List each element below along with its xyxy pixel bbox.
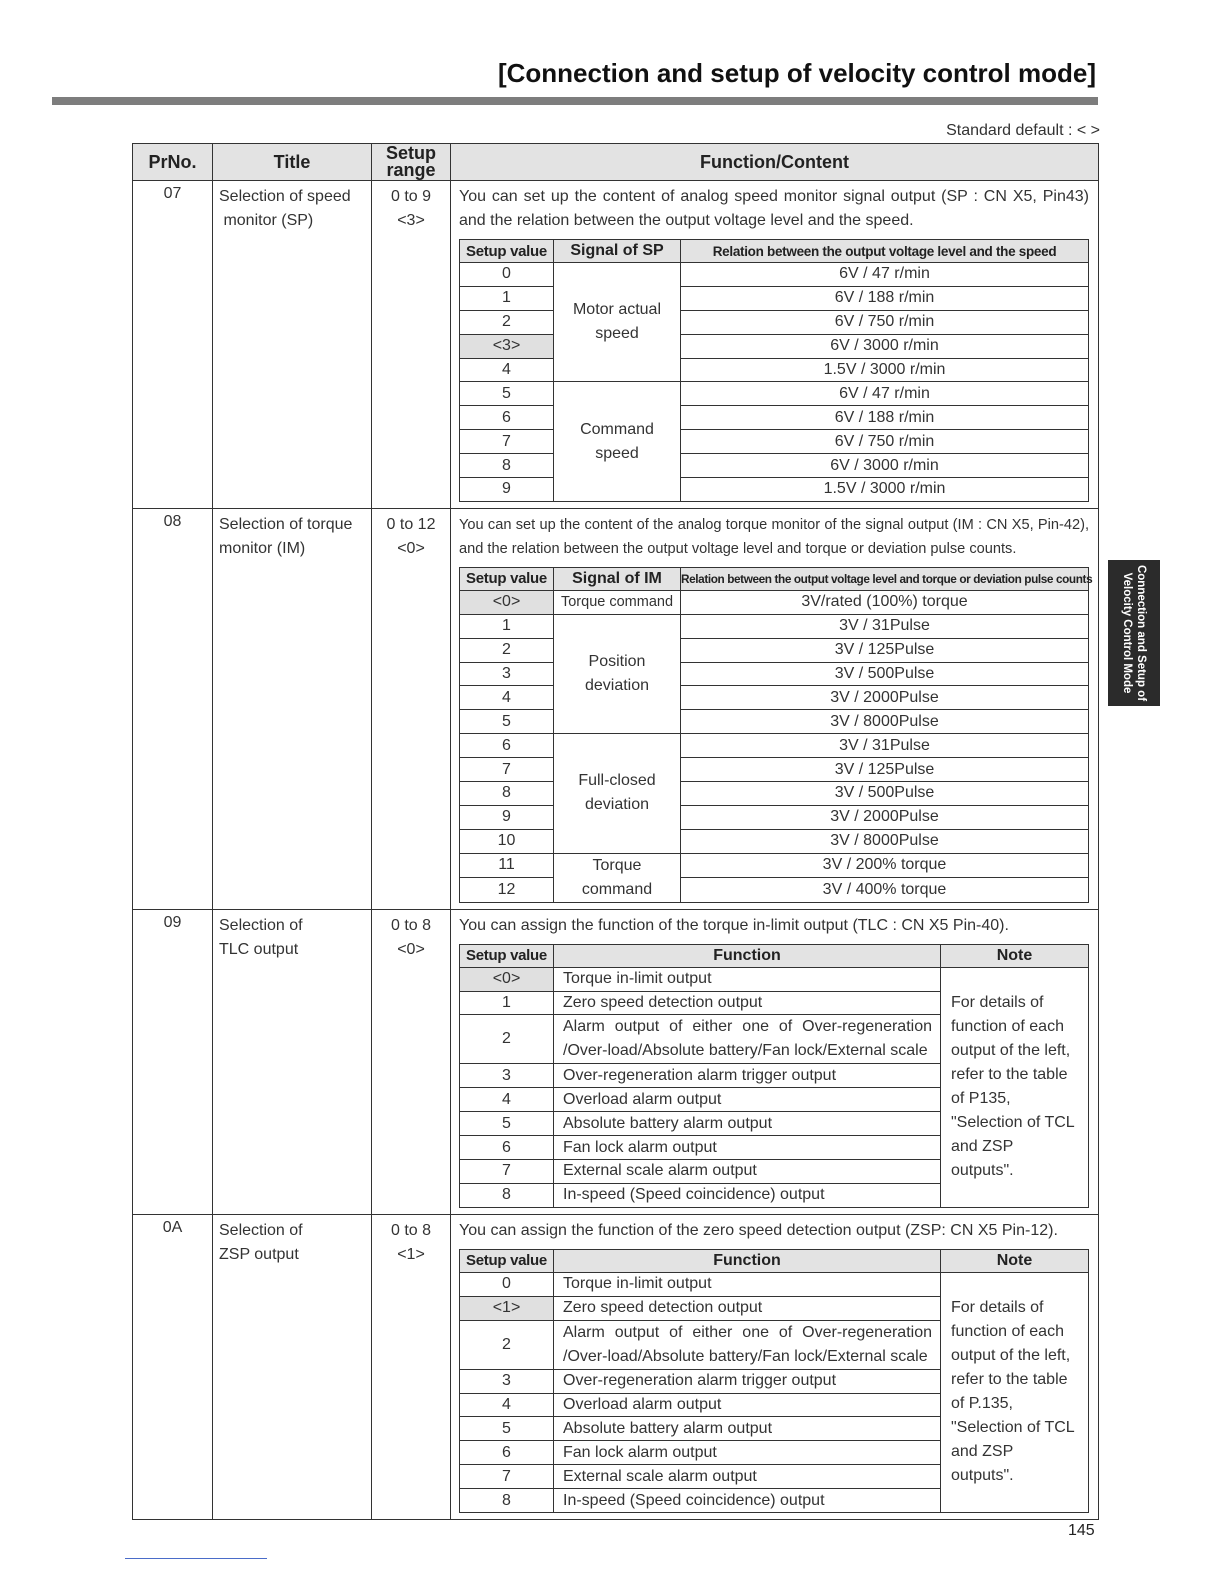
signal-line: Command xyxy=(580,420,654,438)
relation: 6V / 3000 r/min xyxy=(681,334,1089,358)
range-value: 0 to 8 xyxy=(390,1221,432,1239)
function-cell: Zero speed detection output xyxy=(554,991,941,1015)
description: You can assign the function of the torque in-limit output (TLC : CN X5 Pin-40). xyxy=(459,916,1009,934)
signal-line: speed xyxy=(595,325,639,343)
description: You can set up the content of the analog torque monitor of the signal output (IM : CN X5, Pin-42), and the relation between the output voltage level and torque or deviation pulse counts. xyxy=(459,516,1089,557)
function-cell: Zero speed detection output xyxy=(554,1296,941,1320)
th-signal: Signal of SP xyxy=(554,240,681,263)
relation: 3V / 31Pulse xyxy=(681,614,1089,638)
setup-value: 6 xyxy=(460,734,554,758)
setup-value: 2 xyxy=(460,638,554,662)
param-title xyxy=(213,909,372,1214)
title-line: Selection of xyxy=(219,916,303,934)
setup-value: 2 xyxy=(460,310,554,334)
setup-value: 3 xyxy=(460,1064,554,1088)
function-cell: Overload alarm output xyxy=(554,1088,941,1112)
setup-value: 9 xyxy=(460,478,554,502)
title-line: ZSP output xyxy=(219,1245,299,1263)
default-value: <1> xyxy=(397,1245,425,1263)
signal-line: Full-closed xyxy=(578,772,656,790)
title-line: monitor (IM) xyxy=(219,539,306,557)
page-number: 145 xyxy=(1068,1522,1095,1539)
setup-value: 8 xyxy=(460,1183,554,1207)
setup-value: 5 xyxy=(460,1417,554,1441)
signal-group xyxy=(554,614,681,733)
signal-line: Motor actual xyxy=(572,301,662,319)
note-cell: For details of function of each output of the left, refer to the table of P135, "Selection of TCL and ZSP outputs". xyxy=(941,967,1089,1207)
setup-value: 9 xyxy=(460,805,554,829)
setup-range xyxy=(372,508,451,909)
function-cell: Torque in-limit output xyxy=(554,967,941,991)
relation: 3V / 8000Pulse xyxy=(681,710,1089,734)
setup-value: 0 xyxy=(460,1272,554,1296)
th-note: Note xyxy=(941,944,1089,967)
function-cell: Fan lock alarm output xyxy=(554,1136,941,1160)
parameter-table-header xyxy=(133,144,1099,181)
signal-group xyxy=(554,382,681,501)
signal-line: command xyxy=(581,880,653,898)
function-cell: External scale alarm output xyxy=(554,1465,941,1489)
tlc-output-table xyxy=(459,944,1089,1208)
setup-range xyxy=(372,909,451,1214)
default-value: <3> xyxy=(397,212,425,229)
th-setup-value: Setup value xyxy=(460,944,554,967)
relation: 6V / 750 r/min xyxy=(681,310,1089,334)
param-row-0A xyxy=(133,1214,1099,1519)
relation: 6V / 3000 r/min xyxy=(681,454,1089,478)
param-title xyxy=(213,508,372,909)
param-row-08 xyxy=(133,508,1099,909)
setup-value: 8 xyxy=(460,454,554,478)
signal-group xyxy=(554,263,681,382)
side-tab-line2: Velocity Control Mode xyxy=(1121,572,1134,694)
signal-group xyxy=(554,734,681,853)
title-line: Selection of torque xyxy=(219,515,353,533)
page-title: [Connection and setup of velocity control mode] xyxy=(497,58,1096,88)
function-cell: Torque in-limit output xyxy=(554,1272,941,1296)
col-setup-line2: range xyxy=(386,160,436,180)
th-relation: Relation between the output voltage level and the speed xyxy=(681,240,1089,263)
setup-value: 1 xyxy=(460,614,554,638)
relation: 3V / 2000Pulse xyxy=(681,805,1089,829)
relation: 6V / 188 r/min xyxy=(681,406,1089,430)
parameter-table xyxy=(132,143,1099,1520)
setup-value: 6 xyxy=(460,406,554,430)
setup-value: 3 xyxy=(460,1369,554,1393)
setup-value: 2 xyxy=(460,1320,554,1369)
signal-torque-command: Torque command xyxy=(554,590,681,614)
relation: 6V / 188 r/min xyxy=(681,286,1089,310)
relation: 6V / 47 r/min xyxy=(681,382,1089,406)
setup-value: 4 xyxy=(460,358,554,382)
signal-line: Position xyxy=(588,653,646,671)
im-monitor-table xyxy=(459,567,1093,903)
setup-value-default: <0> xyxy=(460,590,554,614)
setup-value: 10 xyxy=(460,829,554,853)
relation: 6V / 750 r/min xyxy=(681,430,1089,454)
relation: 6V / 47 r/min xyxy=(681,263,1089,287)
th-function: Function xyxy=(554,1249,941,1272)
col-prno: PrNo. xyxy=(133,144,213,181)
relation: 3V / 200% torque xyxy=(681,853,1089,878)
setup-value: 1 xyxy=(460,286,554,310)
note-cell: For details of function of each output of the left, refer to the table of P.135, "Selection of TCL and ZSP outputs". xyxy=(941,1272,1089,1512)
relation: 3V / 125Pulse xyxy=(681,638,1089,662)
function-cell: In-speed (Speed coincidence) output xyxy=(554,1183,941,1207)
setup-value: 4 xyxy=(460,686,554,710)
setup-value: 1 xyxy=(460,991,554,1015)
col-setup-line1: Setup xyxy=(385,143,436,163)
function-cell: Fan lock alarm output xyxy=(554,1441,941,1465)
range-value: 0 to 9 xyxy=(390,188,432,205)
standard-default-note: Standard default : < > xyxy=(946,122,1100,139)
setup-value: 8 xyxy=(460,1489,554,1513)
description: You can assign the function of the zero speed detection output (ZSP: CN X5 Pin-12). xyxy=(459,1221,1058,1239)
th-setup-value: Setup value xyxy=(460,240,554,263)
function-cell: Absolute battery alarm output xyxy=(554,1112,941,1136)
setup-value-default: <3> xyxy=(460,334,554,358)
setup-value: 0 xyxy=(460,263,554,287)
setup-value: 5 xyxy=(460,710,554,734)
default-value: <0> xyxy=(397,940,425,958)
param-row-09 xyxy=(133,909,1099,1214)
setup-value: 7 xyxy=(460,430,554,454)
setup-value: 11 xyxy=(460,853,554,878)
prno: 08 xyxy=(133,508,213,909)
relation: 3V / 125Pulse xyxy=(681,758,1089,782)
function-cell: Alarm output of either one of Over-regeneration /Over-load/Absolute battery/Fan lock/External scale xyxy=(554,1015,941,1064)
setup-value: 8 xyxy=(460,782,554,806)
sp-monitor-table xyxy=(459,239,1089,502)
setup-value: 7 xyxy=(460,758,554,782)
signal-line: deviation xyxy=(584,796,650,814)
prno: 09 xyxy=(133,909,213,1214)
relation: 3V / 500Pulse xyxy=(681,782,1089,806)
relation: 1.5V / 3000 r/min xyxy=(681,478,1089,502)
setup-value: 4 xyxy=(460,1393,554,1417)
th-setup-value: Setup value xyxy=(460,567,554,590)
param-title xyxy=(213,181,372,509)
relation: 3V / 8000Pulse xyxy=(681,829,1089,853)
setup-value: 6 xyxy=(460,1136,554,1160)
side-tab-line1: Connection and Setup of xyxy=(1135,564,1148,702)
footer-link-line[interactable] xyxy=(125,1558,267,1559)
relation: 3V / 500Pulse xyxy=(681,662,1089,686)
function-cell: Overload alarm output xyxy=(554,1393,941,1417)
function-cell: In-speed (Speed coincidence) output xyxy=(554,1489,941,1513)
setup-value-default: <1> xyxy=(460,1296,554,1320)
title-line: Selection of speed xyxy=(219,188,351,205)
param-row-07 xyxy=(133,181,1099,509)
signal-group xyxy=(554,853,681,902)
setup-value-default: <0> xyxy=(460,967,554,991)
relation: 1.5V / 3000 r/min xyxy=(681,358,1089,382)
prno: 07 xyxy=(133,181,213,509)
setup-value: 6 xyxy=(460,1441,554,1465)
setup-value: 2 xyxy=(460,1015,554,1064)
signal-line: speed xyxy=(595,444,639,462)
side-tab[interactable] xyxy=(1108,560,1160,706)
setup-value: 7 xyxy=(460,1465,554,1489)
setup-value: 5 xyxy=(460,1112,554,1136)
col-title: Title xyxy=(213,144,372,181)
th-note: Note xyxy=(941,1249,1089,1272)
relation: 3V/rated (100%) torque xyxy=(681,590,1089,614)
th-signal: Signal of IM xyxy=(554,567,681,590)
th-setup-value: Setup value xyxy=(460,1249,554,1272)
setup-range xyxy=(372,1214,451,1519)
relation: 3V / 2000Pulse xyxy=(681,686,1089,710)
th-function: Function xyxy=(554,944,941,967)
setup-range xyxy=(372,181,451,509)
setup-value: 4 xyxy=(460,1088,554,1112)
setup-value: 7 xyxy=(460,1160,554,1184)
zsp-output-table xyxy=(459,1249,1089,1513)
title-line: monitor (SP) xyxy=(219,212,314,229)
range-value: 0 to 8 xyxy=(390,916,432,934)
param-title xyxy=(213,1214,372,1519)
signal-line: Torque xyxy=(592,856,642,874)
col-function: Function/Content xyxy=(451,144,1099,181)
function-content xyxy=(451,508,1099,909)
function-cell: Over-regeneration alarm trigger output xyxy=(554,1064,941,1088)
title-line: Selection of xyxy=(219,1221,303,1239)
title-line: TLC output xyxy=(219,940,299,958)
function-cell: External scale alarm output xyxy=(554,1160,941,1184)
setup-value: 3 xyxy=(460,662,554,686)
th-relation: Relation between the output voltage level and torque or deviation pulse counts xyxy=(681,567,1089,590)
function-cell: Alarm output of either one of Over-regeneration /Over-load/Absolute battery/Fan lock/External scale xyxy=(554,1320,941,1369)
setup-value: 12 xyxy=(460,878,554,903)
header-rule xyxy=(52,97,1098,105)
description: You can set up the content of analog speed monitor signal output (SP : CN X5, Pin43) and the relation between the output voltage level and the speed. xyxy=(459,188,1089,229)
col-setup-range xyxy=(372,144,451,181)
relation: 3V / 31Pulse xyxy=(681,734,1089,758)
function-content xyxy=(451,909,1099,1214)
function-cell: Absolute battery alarm output xyxy=(554,1417,941,1441)
function-cell: Over-regeneration alarm trigger output xyxy=(554,1369,941,1393)
default-value: <0> xyxy=(397,539,425,557)
signal-line: deviation xyxy=(584,677,650,695)
setup-value: 5 xyxy=(460,382,554,406)
relation: 3V / 400% torque xyxy=(681,878,1089,903)
range-value: 0 to 12 xyxy=(386,515,436,533)
prno: 0A xyxy=(133,1214,213,1519)
function-content xyxy=(451,181,1099,509)
function-content xyxy=(451,1214,1099,1519)
